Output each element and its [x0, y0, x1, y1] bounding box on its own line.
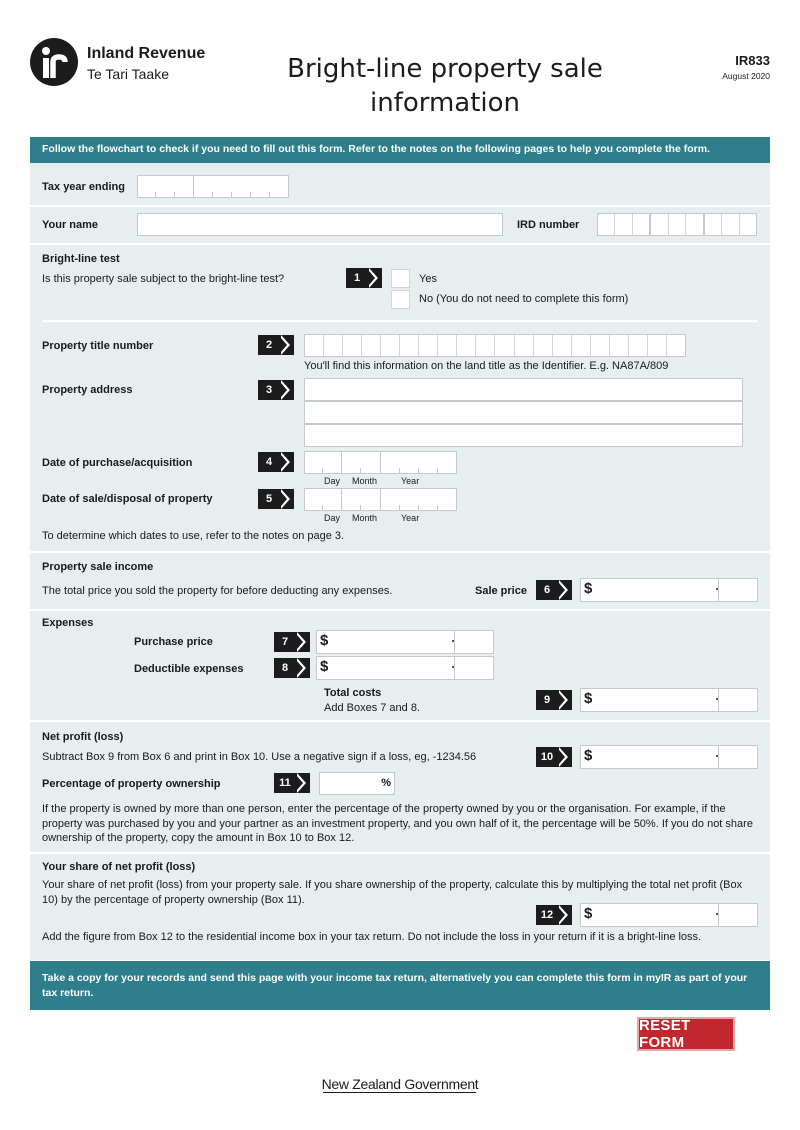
nz-government-logo: New Zealand Government — [321, 1076, 479, 1092]
inland-revenue-logo — [30, 38, 78, 86]
dates-note: To determine which dates to use, refer to the notes on page 3. — [42, 530, 345, 542]
net-profit-desc: Subtract Box 9 from Box 6 and print in Box 10. Use a negative sign if a loss, eg, -1234.56 — [42, 751, 477, 763]
address-line-2[interactable] — [304, 401, 743, 424]
property-address-label: Property address — [42, 384, 133, 396]
instructions-banner: Follow the flowchart to check if you need to fill out this form. Refer to the notes on the following pages to help you complete the form. — [30, 137, 770, 163]
box-1-marker: 1 — [346, 268, 382, 288]
box-4-marker: 4 — [258, 452, 294, 472]
org-subtitle: Te Tari Taake — [87, 66, 169, 82]
footer-underline — [323, 1092, 476, 1093]
share-input[interactable]: $ — [580, 903, 758, 927]
box-10-marker: 10 — [536, 747, 572, 767]
box-7-marker: 7 — [274, 632, 310, 652]
property-title-input[interactable] — [304, 334, 686, 357]
yes-label: Yes — [419, 273, 437, 285]
total-costs-hint: Add Boxes 7 and 8. — [324, 702, 421, 714]
your-name-input[interactable] — [137, 213, 503, 236]
net-profit-input[interactable]: $ — [580, 745, 758, 769]
sale-price-label: Sale price — [475, 585, 527, 597]
sale-date-ticks — [304, 488, 457, 510]
box-3-marker: 3 — [258, 380, 294, 400]
divider — [42, 320, 758, 322]
box-6-marker: 6 — [536, 580, 572, 600]
property-title-hint: You'll find this information on the land title as the Identifier. E.g. NA87A/809 — [304, 360, 669, 372]
share-desc: Your share of net profit (loss) from your property sale. If you share ownership of the property, calculate this by multiplying the total net profit (Box 10) by the percentage of property ownership (Box 11). — [42, 879, 743, 906]
purchase-year-label: Year — [401, 476, 420, 486]
purchase-day-label: Day — [324, 476, 341, 486]
address-line-1[interactable] — [304, 378, 743, 401]
box-5-marker: 5 — [258, 489, 294, 509]
purchase-date-ticks — [304, 451, 457, 473]
form-date: August 2020 — [722, 71, 770, 81]
purchase-price-label: Purchase price — [134, 636, 213, 648]
bright-line-question: Is this property sale subject to the bright-line test? — [42, 273, 285, 285]
sale-year-label: Year — [401, 513, 420, 523]
sale-month-label: Month — [352, 513, 378, 523]
divider — [30, 551, 770, 553]
no-label: No (You do not need to complete this form) — [419, 293, 629, 305]
ownership-input[interactable] — [319, 772, 395, 795]
purchase-price-input[interactable]: $ — [316, 630, 494, 654]
divider — [30, 205, 770, 207]
tax-year-ticks — [137, 175, 289, 197]
total-costs-input[interactable]: $ — [580, 688, 758, 712]
reset-form-button[interactable]: RESET FORM — [637, 1017, 735, 1051]
form-code: IR833 — [735, 53, 770, 68]
share-heading: Your share of net profit (loss) — [42, 861, 196, 873]
sale-date-label: Date of sale/disposal of property — [42, 493, 213, 505]
purchase-date-label: Date of purchase/acquisition — [42, 457, 193, 469]
percent-sign: % — [381, 777, 391, 789]
org-name: Inland Revenue — [87, 45, 206, 62]
total-costs-label: Total costs — [324, 687, 382, 699]
sale-income-desc: The total price you sold the property for before deducting any expenses. — [42, 585, 393, 597]
page-title: Bright-line property sale information — [287, 54, 603, 118]
box-2-marker: 2 — [258, 335, 294, 355]
ownership-label: Percentage of property ownership — [42, 778, 221, 790]
divider — [30, 243, 770, 245]
deductible-expenses-label: Deductible expenses — [134, 663, 244, 675]
ird-number-label: IRD number — [517, 219, 580, 231]
sale-day-label: Day — [324, 513, 341, 523]
deductible-expenses-input[interactable]: $ — [316, 656, 494, 680]
address-line-3[interactable] — [304, 424, 743, 447]
net-profit-heading: Net profit (loss) — [42, 731, 124, 743]
tax-year-label: Tax year ending — [42, 181, 125, 193]
divider — [30, 609, 770, 611]
box-11-marker: 11 — [274, 773, 310, 793]
box-8-marker: 8 — [274, 658, 310, 678]
yes-checkbox[interactable] — [391, 269, 410, 288]
expenses-heading: Expenses — [42, 617, 94, 629]
sale-price-input[interactable]: $ — [580, 578, 758, 602]
box-12-marker: 12 — [536, 905, 572, 925]
no-checkbox[interactable] — [391, 290, 410, 309]
sale-income-heading: Property sale income — [42, 561, 154, 573]
bright-line-heading: Bright-line test — [42, 253, 120, 265]
ownership-note: If the property is owned by more than one person, enter the percentage of the property owned by you or the organisation. For example, if the property was purchased by you and your partner as an investment property, and you own half of it, the percentage will be 50%. If you do not share ownership of the property, copy the amount in Box 10 to Box 12. — [42, 803, 753, 844]
divider — [30, 720, 770, 722]
divider — [30, 852, 770, 854]
submission-banner: Take a copy for your records and send this page with your income tax return, alternatively you can complete this form in myIR as part of your tax return. — [30, 961, 770, 1010]
your-name-label: Your name — [42, 219, 99, 231]
box-9-marker: 9 — [536, 690, 572, 710]
purchase-month-label: Month — [352, 476, 378, 486]
ird-number-input[interactable] — [597, 213, 757, 236]
property-title-label: Property title number — [42, 340, 154, 352]
share-note: Add the figure from Box 12 to the residential income box in your tax return. Do not include the loss in your return if it is a bright-line loss. — [42, 931, 702, 943]
